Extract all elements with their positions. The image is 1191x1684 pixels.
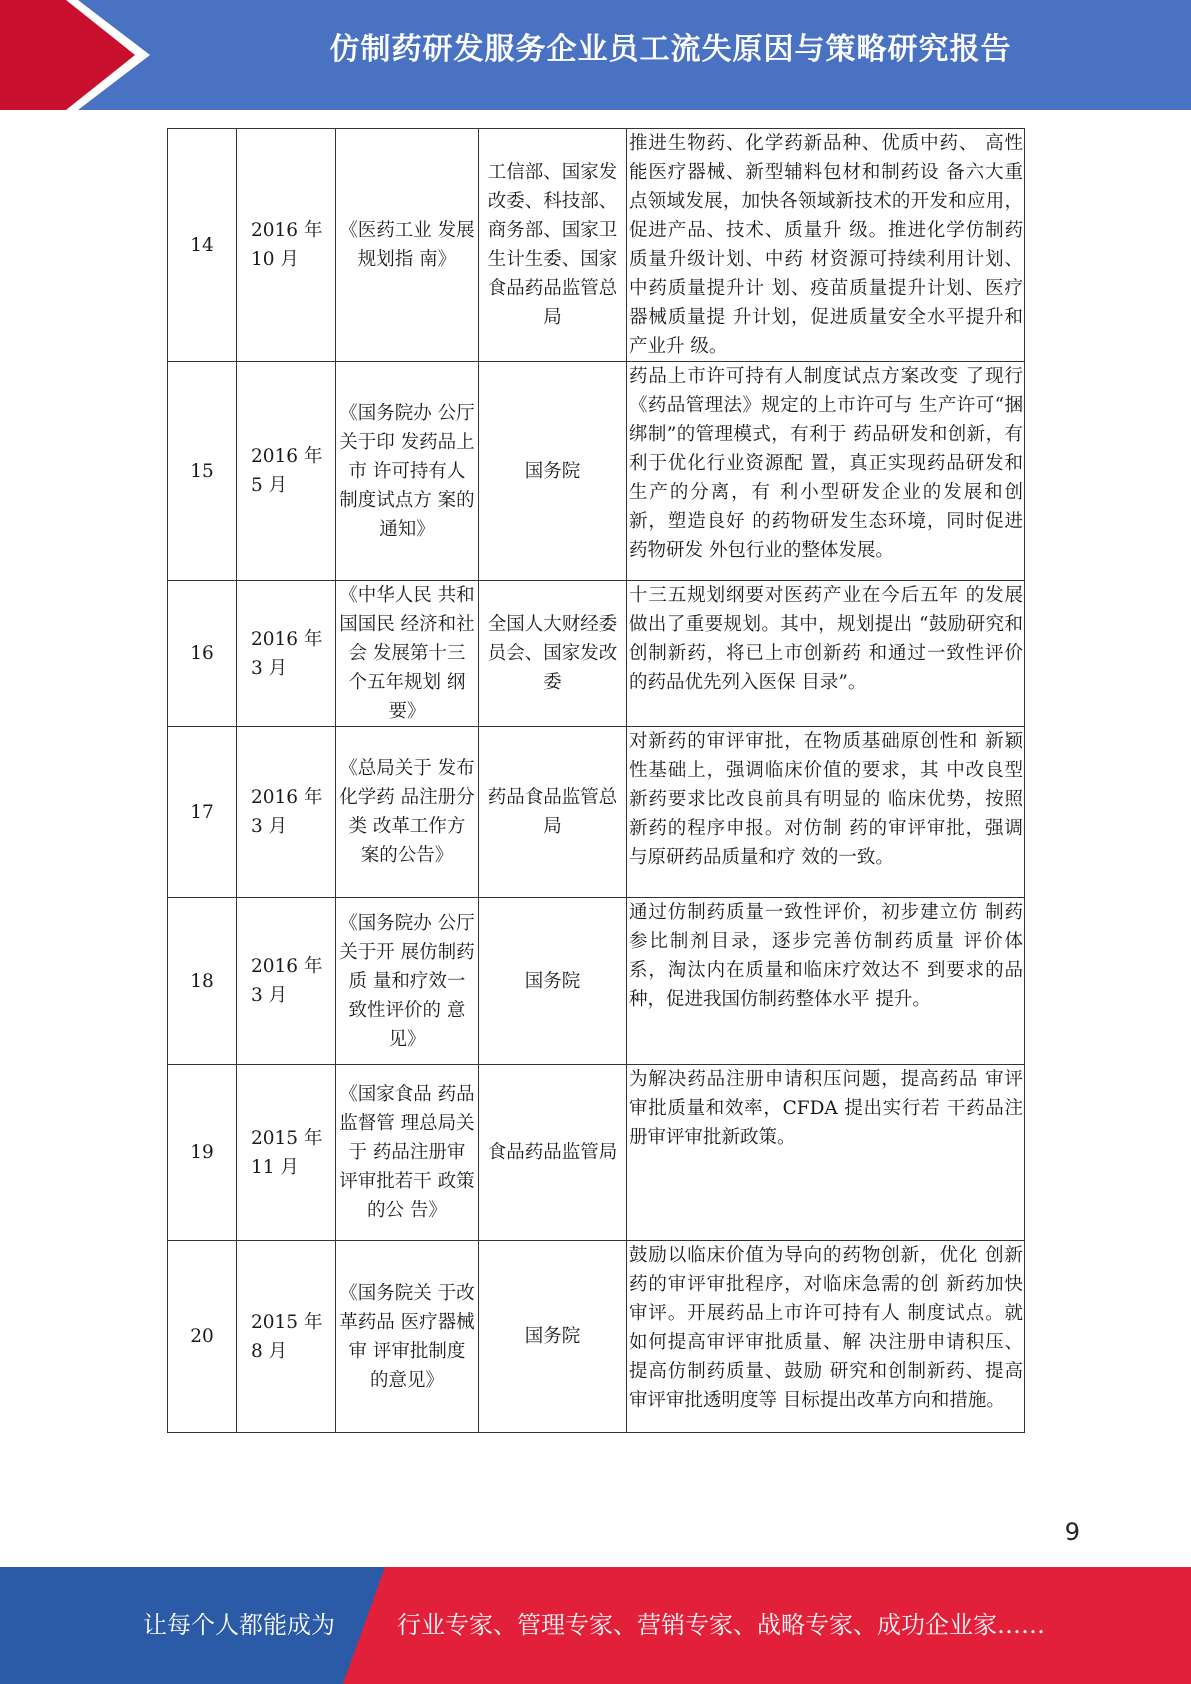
issue-date: 2016 年 3 月 bbox=[237, 898, 336, 1065]
issue-date: 2015 年 11 月 bbox=[237, 1065, 336, 1241]
issuing-authority: 食品药品监管局 bbox=[479, 1065, 627, 1241]
policy-content: 对新药的审评审批，在物质基础原创性和 新颖性基础上，强调临床价值的要求，其 中改良型新药要求比改良前具有明显的 临床优势，按照新药的程序申报。对仿制 药的审评审批，强调与原研药品质量和疗 效的一致。 bbox=[627, 727, 1025, 898]
issue-date: 2016 年 3 月 bbox=[237, 727, 336, 898]
row-number: 19 bbox=[168, 1065, 237, 1241]
footer-slogan-right: 行业专家、管理专家、营销专家、战略专家、成功企业家…… bbox=[397, 1611, 1045, 1639]
policy-content: 鼓励以临床价值为导向的药物创新，优化 创新药的审评审批程序，对临床急需的创 新药加快审评。开展药品上市许可持有人 制度试点。就如何提高审评审批质量、解 决注册申请积压、提高仿制药质量、鼓励 研究和创制新药、提高审评审批透明度等 目标提出改革方向和措施。 bbox=[627, 1241, 1025, 1433]
row-number: 15 bbox=[168, 362, 237, 581]
issuing-authority: 国务院 bbox=[479, 1241, 627, 1433]
policy-content: 十三五规划纲要对医药产业在今后五年 的发展做出了重要规划。其中，规划提出 “鼓励研究和创制新药，将已上市创新药 和通过一致性评价的药品优先列入医保 目录”。 bbox=[627, 581, 1025, 727]
policy-name: 《国务院办 公厅关于印 发药品上市 许可持有人 制度试点方 案的通知》 bbox=[336, 362, 479, 581]
report-title: 仿制药研发服务企业员工流失原因与策略研究报告 bbox=[329, 32, 1012, 67]
page-header bbox=[0, 0, 1191, 110]
row-number: 20 bbox=[168, 1241, 237, 1433]
policy-name: 《中华人民 共和国国民 经济和社会 发展第十三 个五年规划 纲要》 bbox=[336, 581, 479, 727]
issuing-authority: 工信部、国家发改委、科技部、商务部、国家卫生计生委、国家食品药品监管总局 bbox=[479, 129, 627, 362]
table-row bbox=[168, 129, 1025, 362]
policy-name: 《总局关于 发布化学药 品注册分类 改革工作方 案的公告》 bbox=[336, 727, 479, 898]
issuing-authority: 国务院 bbox=[479, 362, 627, 581]
table-row bbox=[168, 1241, 1025, 1433]
issue-date: 2016 年 3 月 bbox=[237, 581, 336, 727]
policy-name: 《国务院关 于改革药品 医疗器械审 评审批制度 的意见》 bbox=[336, 1241, 479, 1433]
table-row bbox=[168, 581, 1025, 727]
issue-date: 2015 年 8 月 bbox=[237, 1241, 336, 1433]
row-number: 18 bbox=[168, 898, 237, 1065]
issuing-authority: 国务院 bbox=[479, 898, 627, 1065]
table-row bbox=[168, 727, 1025, 898]
footer-slogan-left: 让每个人都能成为 bbox=[143, 1611, 335, 1639]
table-row bbox=[168, 898, 1025, 1065]
policy-content: 推进生物药、化学药新品种、优质中药、 高性能医疗器械、新型辅料包材和制药设 备六大重点领域发展，加快各领域新技术的开发和应用，促进产品、技术、质量升 级。推进化学仿制药质量升级计划、中药 材资源可持续利用计划、中药质量提升计 划、疫苗质量提升计划、医疗器械质量提 升计划，促进质量安全水平提升和产业升 级。 bbox=[627, 129, 1025, 362]
policy-table bbox=[167, 128, 1025, 1433]
issue-date: 2016 年 5 月 bbox=[237, 362, 336, 581]
issuing-authority: 全国人大财经委员会、国家发改委 bbox=[479, 581, 627, 727]
page-number: 9 bbox=[1064, 1518, 1080, 1546]
table-row bbox=[168, 362, 1025, 581]
row-number: 17 bbox=[168, 727, 237, 898]
row-number: 16 bbox=[168, 581, 237, 727]
policy-content: 药品上市许可持有人制度试点方案改变 了现行《药品管理法》规定的上市许可与 生产许可“捆绑制”的管理模式，有利于 药品研发和创新，有利于优化行业资源配 置，真正实现药品研发和生产的分离，有 利小型研发企业的发展和创新，塑造良好 的药物研发生态环境，同时促进药物研发 外包行业的整体发展。 bbox=[627, 362, 1025, 581]
policy-name: 《医药工业 发展规划指 南》 bbox=[336, 129, 479, 362]
row-number: 14 bbox=[168, 129, 237, 362]
issue-date: 2016 年 10 月 bbox=[237, 129, 336, 362]
policy-name: 《国务院办 公厅关于开 展仿制药质 量和疗效一 致性评价的 意见》 bbox=[336, 898, 479, 1065]
issuing-authority: 药品食品监管总局 bbox=[479, 727, 627, 898]
table-row bbox=[168, 1065, 1025, 1241]
policy-content: 通过仿制药质量一致性评价，初步建立仿 制药参比制剂目录，逐步完善仿制药质量 评价体系，淘汰内在质量和临床疗效达不 到要求的品种，促进我国仿制药整体水平 提升。 bbox=[627, 898, 1025, 1065]
policy-name: 《国家食品 药品监督管 理总局关于 药品注册审 评审批若干 政策的公 告》 bbox=[336, 1065, 479, 1241]
policy-content: 为解决药品注册申请积压问题，提高药品 审评审批质量和效率，CFDA 提出实行若 干药品注册审评审批新政策。 bbox=[627, 1065, 1025, 1241]
page-footer bbox=[0, 1567, 1191, 1684]
